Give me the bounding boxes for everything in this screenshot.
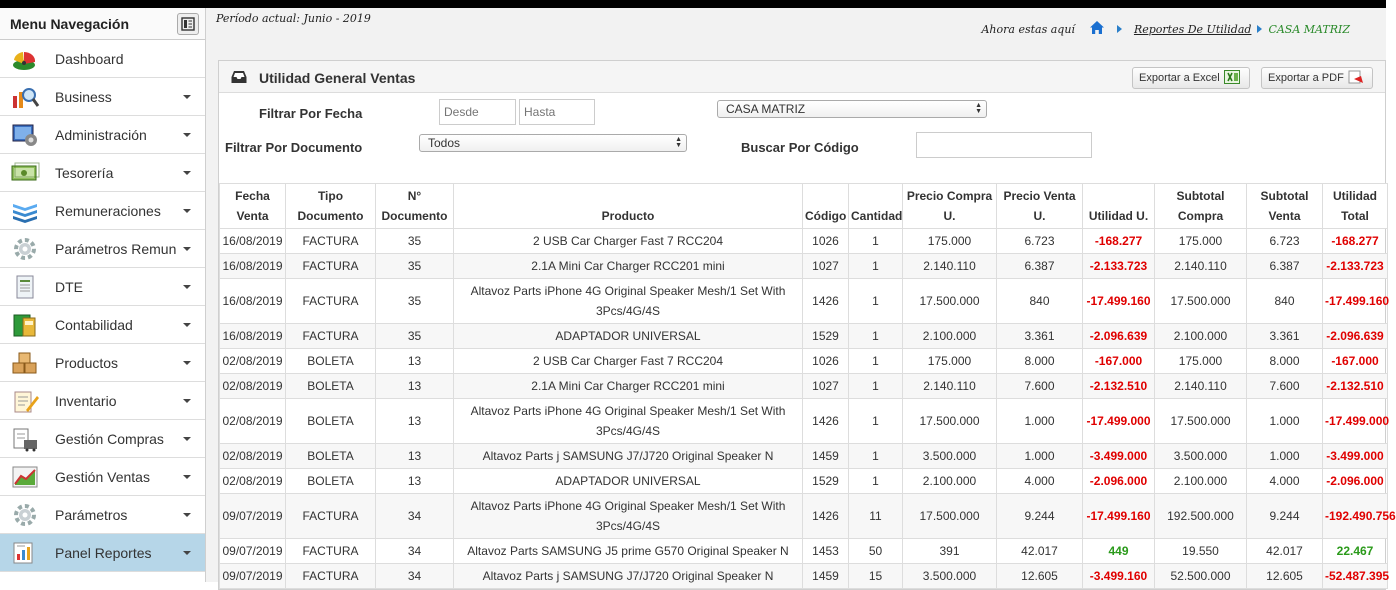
caret-down-icon: [183, 361, 191, 365]
cell-sv: 4.000: [1247, 469, 1323, 494]
sidebar-item-business[interactable]: [0, 78, 205, 116]
cell-cant: 1: [849, 229, 903, 254]
col-header-precio-compra[interactable]: Precio Compra U.: [903, 184, 997, 229]
cell-pv: 12.605: [997, 564, 1083, 589]
select-arrows-icon: ▲ ▼: [975, 102, 982, 115]
cell-ut: -52.487.395: [1323, 564, 1388, 589]
cell-ut: -192.490.756: [1323, 494, 1388, 539]
money-icon: [10, 159, 40, 187]
cell-tipo: BOLETA: [286, 399, 376, 444]
sidebar-item-inventario[interactable]: [0, 382, 205, 420]
cell-tipo: FACTURA: [286, 539, 376, 564]
cell-producto: Altavoz Parts j SAMSUNG J7/J720 Original Speaker N: [454, 444, 803, 469]
sidebar-item-parametros-remun[interactable]: [0, 230, 205, 268]
document-type-select[interactable]: [419, 134, 687, 152]
cell-ut: -17.499.160: [1323, 279, 1388, 324]
cell-fecha: 16/08/2019: [220, 279, 286, 324]
cell-ut: -2.096.000: [1323, 469, 1388, 494]
cell-pc: 17.500.000: [903, 399, 997, 444]
cell-cant: 1: [849, 374, 903, 399]
panel-header: [219, 61, 1385, 93]
cell-producto: ADAPTADOR UNIVERSAL: [454, 324, 803, 349]
cell-uu: -17.499.160: [1083, 494, 1155, 539]
cell-pc: 17.500.000: [903, 494, 997, 539]
caret-down-icon: [183, 171, 191, 175]
table-row: [220, 444, 1388, 469]
cell-pc: 2.100.000: [903, 324, 997, 349]
cell-uu: -2.132.510: [1083, 374, 1155, 399]
sidebar-item-label: Tesorería: [55, 164, 114, 181]
cell-pc: 2.100.000: [903, 469, 997, 494]
cell-producto: Altavoz Parts j SAMSUNG J7/J720 Original Speaker N: [454, 564, 803, 589]
cell-sv: 9.244: [1247, 494, 1323, 539]
cell-cant: 11: [849, 494, 903, 539]
cell-codigo: 1426: [803, 399, 849, 444]
cell-ut: -168.277: [1323, 229, 1388, 254]
cell-sc: 52.500.000: [1155, 564, 1247, 589]
document-select-value: Todos: [428, 136, 461, 150]
cell-fecha: 16/08/2019: [220, 229, 286, 254]
cell-sc: 192.500.000: [1155, 494, 1247, 539]
branch-select-value: CASA MATRIZ: [726, 102, 806, 116]
cell-sc: 175.000: [1155, 349, 1247, 374]
cell-uu: -17.499.160: [1083, 279, 1155, 324]
cell-codigo: 1459: [803, 444, 849, 469]
sidebar-item-label: Parámetros Remun: [55, 240, 177, 257]
cell-tipo: BOLETA: [286, 444, 376, 469]
cell-tipo: BOLETA: [286, 374, 376, 399]
filters: [219, 93, 1385, 183]
table-header-row: [220, 184, 1388, 229]
cell-fecha: 02/08/2019: [220, 399, 286, 444]
col-header-subtotal-venta[interactable]: Subtotal Venta: [1247, 184, 1323, 229]
business-icon: [10, 83, 40, 111]
cell-tipo: FACTURA: [286, 564, 376, 589]
reports-icon: [10, 539, 40, 567]
cell-ut: -2.096.639: [1323, 324, 1388, 349]
table-row: [220, 349, 1388, 374]
purchases-icon: [10, 425, 40, 453]
cell-sv: 7.600: [1247, 374, 1323, 399]
cell-uu: -17.499.000: [1083, 399, 1155, 444]
cell-pc: 2.140.110: [903, 254, 997, 279]
cell-tipo: FACTURA: [286, 494, 376, 539]
caret-down-icon: [183, 133, 191, 137]
col-header-codigo[interactable]: Código: [803, 184, 849, 229]
cell-fecha: 09/07/2019: [220, 539, 286, 564]
sidebar-item-label: Remuneraciones: [55, 202, 161, 219]
breadcrumb-current: CASA MATRIZ: [1268, 22, 1350, 36]
document-filter-label: Filtrar Por Documento: [225, 140, 363, 155]
cell-cant: 1: [849, 324, 903, 349]
col-header-producto[interactable]: Producto: [454, 184, 803, 229]
date-from-input[interactable]: [439, 99, 516, 125]
sidebar-title: Menu Navegación: [10, 15, 130, 32]
col-header-tipo[interactable]: Tipo Documento: [286, 184, 376, 229]
cell-ut: 22.467: [1323, 539, 1388, 564]
sidebar-item-parametros[interactable]: [0, 496, 205, 534]
sidebar-item-panel-reportes[interactable]: [0, 534, 205, 572]
inventory-icon: [10, 387, 40, 415]
table-row: [220, 564, 1388, 589]
breadcrumb-link-reportes[interactable]: Reportes De Utilidad: [1133, 22, 1252, 36]
cell-num: 13: [376, 444, 454, 469]
cell-pv: 840: [997, 279, 1083, 324]
cell-sv: 1.000: [1247, 444, 1323, 469]
cell-sc: 17.500.000: [1155, 399, 1247, 444]
cell-cant: 1: [849, 349, 903, 374]
cell-pv: 1.000: [997, 399, 1083, 444]
cell-ut: -167.000: [1323, 349, 1388, 374]
cell-num: 13: [376, 349, 454, 374]
dashboard-icon: [10, 45, 40, 73]
code-search-input[interactable]: [916, 132, 1092, 158]
sidebar-header: [0, 8, 205, 40]
cell-pc: 2.140.110: [903, 374, 997, 399]
sidebar-item-gestion-compras[interactable]: [0, 420, 205, 458]
cell-num: 35: [376, 279, 454, 324]
breadcrumb-separator-icon: [1257, 25, 1262, 33]
table-row: [220, 469, 1388, 494]
cell-codigo: 1026: [803, 349, 849, 374]
books-icon: [10, 197, 40, 225]
sidebar-toggle-button[interactable]: [177, 13, 199, 35]
cell-cant: 15: [849, 564, 903, 589]
cell-cant: 50: [849, 539, 903, 564]
table-row: [220, 374, 1388, 399]
col-header-cantidad[interactable]: Cantidad: [849, 184, 903, 229]
breadcrumb-prefix: Ahora estas aquí: [981, 22, 1075, 36]
cell-pv: 4.000: [997, 469, 1083, 494]
cell-pv: 9.244: [997, 494, 1083, 539]
cell-num: 35: [376, 254, 454, 279]
cell-fecha: 09/07/2019: [220, 494, 286, 539]
sidebar-item-label: Business: [55, 88, 112, 105]
caret-down-icon: [183, 551, 191, 555]
cell-codigo: 1426: [803, 279, 849, 324]
sidebar-item-label: Contabilidad: [55, 316, 133, 333]
cell-ut: -17.499.000: [1323, 399, 1388, 444]
cell-fecha: 16/08/2019: [220, 324, 286, 349]
cell-sc: 17.500.000: [1155, 279, 1247, 324]
caret-down-icon: [183, 323, 191, 327]
main-content: [206, 8, 1396, 583]
sidebar-item-tesoreria[interactable]: [0, 154, 205, 192]
cell-pv: 6.723: [997, 229, 1083, 254]
cell-fecha: 02/08/2019: [220, 469, 286, 494]
caret-down-icon: [183, 209, 191, 213]
col-header-subtotal-compra[interactable]: Subtotal Compra: [1155, 184, 1247, 229]
export-excel-label: Exportar a Excel: [1139, 72, 1220, 84]
sidebar-menu: [0, 40, 205, 572]
table-row: [220, 279, 1388, 324]
cell-fecha: 02/08/2019: [220, 349, 286, 374]
cell-tipo: FACTURA: [286, 324, 376, 349]
cell-num: 13: [376, 374, 454, 399]
excel-icon: [1224, 70, 1240, 87]
cell-fecha: 02/08/2019: [220, 444, 286, 469]
breadcrumb-separator-icon: [1117, 25, 1122, 33]
cell-codigo: 1529: [803, 324, 849, 349]
table-row: [220, 399, 1388, 444]
breadcrumb: [981, 20, 1350, 38]
cell-pc: 175.000: [903, 229, 997, 254]
cell-uu: -167.000: [1083, 349, 1155, 374]
cell-uu: 449: [1083, 539, 1155, 564]
cell-producto: Altavoz Parts iPhone 4G Original Speaker Mesh/1 Set With 3Pcs/4G/4S: [454, 494, 803, 539]
sidebar-item-label: Panel Reportes: [55, 544, 152, 561]
sidebar-item-administracion[interactable]: [0, 116, 205, 154]
cell-pc: 17.500.000: [903, 279, 997, 324]
cell-sc: 2.100.000: [1155, 324, 1247, 349]
table-body: [220, 229, 1396, 589]
cell-sv: 6.387: [1247, 254, 1323, 279]
cell-cant: 1: [849, 469, 903, 494]
cell-tipo: FACTURA: [286, 254, 376, 279]
cell-uu: -2.096.639: [1083, 324, 1155, 349]
caret-down-icon: [183, 513, 191, 517]
sidebar-item-label: Inventario: [55, 392, 117, 409]
accounting-icon: [10, 311, 40, 339]
cell-sc: 3.500.000: [1155, 444, 1247, 469]
cell-num: 34: [376, 564, 454, 589]
cell-num: 35: [376, 324, 454, 349]
cell-producto: Altavoz Parts iPhone 4G Original Speaker Mesh/1 Set With 3Pcs/4G/4S: [454, 399, 803, 444]
cell-num: 34: [376, 539, 454, 564]
sidebar-item-label: Gestión Compras: [55, 430, 164, 447]
cell-codigo: 1026: [803, 229, 849, 254]
cell-fecha: 16/08/2019: [220, 254, 286, 279]
table-row: [220, 324, 1388, 349]
sidebar-item-label: Productos: [55, 354, 119, 371]
gear-icon: [10, 501, 40, 529]
export-excel-button[interactable]: [1132, 67, 1250, 89]
cell-uu: -168.277: [1083, 229, 1155, 254]
col-header-numero[interactable]: N° Documento: [376, 184, 454, 229]
sidebar-item-dte[interactable]: [0, 268, 205, 306]
sidebar-item-label: DTE: [55, 278, 83, 295]
cell-ut: -3.499.000: [1323, 444, 1388, 469]
cell-producto: Altavoz Parts SAMSUNG J5 prime G570 Original Speaker N: [454, 539, 803, 564]
cell-pc: 175.000: [903, 349, 997, 374]
cell-producto: Altavoz Parts iPhone 4G Original Speaker Mesh/1 Set With 3Pcs/4G/4S: [454, 279, 803, 324]
cell-pv: 1.000: [997, 444, 1083, 469]
cell-uu: -2.096.000: [1083, 469, 1155, 494]
cell-codigo: 1453: [803, 539, 849, 564]
cell-sv: 42.017: [1247, 539, 1323, 564]
cell-pv: 8.000: [997, 349, 1083, 374]
caret-down-icon: [183, 475, 191, 479]
cell-codigo: 1027: [803, 254, 849, 279]
cell-producto: 2 USB Car Charger Fast 7 RCC204: [454, 229, 803, 254]
cell-sc: 2.100.000: [1155, 469, 1247, 494]
cell-uu: -3.499.000: [1083, 444, 1155, 469]
cell-fecha: 02/08/2019: [220, 374, 286, 399]
cell-sc: 19.550: [1155, 539, 1247, 564]
cell-pv: 6.387: [997, 254, 1083, 279]
top-black-bar: [0, 0, 1386, 8]
cell-sv: 6.723: [1247, 229, 1323, 254]
select-arrows-icon: ▲ ▼: [675, 136, 682, 149]
sidebar-item-label: Administración: [55, 126, 147, 143]
cell-sv: 12.605: [1247, 564, 1323, 589]
layout-toggle-icon: [181, 17, 195, 31]
cell-tipo: BOLETA: [286, 469, 376, 494]
cell-producto: 2.1A Mini Car Charger RCC201 mini: [454, 374, 803, 399]
branch-select[interactable]: [717, 100, 987, 118]
cell-num: 13: [376, 469, 454, 494]
document-icon: [10, 273, 40, 301]
sidebar-item-contabilidad[interactable]: [0, 306, 205, 344]
col-header-fecha[interactable]: Fecha Venta: [220, 184, 286, 229]
code-search-label: Buscar Por Código: [741, 140, 859, 155]
sidebar-item-productos[interactable]: [0, 344, 205, 382]
cell-cant: 1: [849, 444, 903, 469]
cell-pc: 3.500.000: [903, 444, 997, 469]
cell-pc: 3.500.000: [903, 564, 997, 589]
cell-sc: 2.140.110: [1155, 254, 1247, 279]
sidebar: [0, 8, 206, 582]
cell-sv: 3.361: [1247, 324, 1323, 349]
cell-producto: 2.1A Mini Car Charger RCC201 mini: [454, 254, 803, 279]
caret-down-icon: [183, 399, 191, 403]
inbox-icon: [231, 70, 247, 87]
date-filter-label: Filtrar Por Fecha: [259, 106, 363, 121]
caret-down-icon: [183, 437, 191, 441]
caret-down-icon: [183, 285, 191, 289]
caret-down-icon: [183, 95, 191, 99]
gear-icon: [10, 235, 40, 263]
admin-icon: [10, 121, 40, 149]
cell-cant: 1: [849, 254, 903, 279]
current-period: Período actual: Junio - 2019: [216, 12, 371, 25]
pdf-icon: [1348, 70, 1364, 87]
cell-codigo: 1426: [803, 494, 849, 539]
boxes-icon: [10, 349, 40, 377]
date-to-input[interactable]: [519, 99, 595, 125]
cell-producto: ADAPTADOR UNIVERSAL: [454, 469, 803, 494]
cell-tipo: FACTURA: [286, 279, 376, 324]
col-header-precio-venta[interactable]: Precio Venta U.: [997, 184, 1083, 229]
cell-fecha: 09/07/2019: [220, 564, 286, 589]
cell-tipo: FACTURA: [286, 229, 376, 254]
sidebar-item-label: Dashboard: [55, 50, 124, 67]
cell-sv: 1.000: [1247, 399, 1323, 444]
cell-sv: 8.000: [1247, 349, 1323, 374]
profit-table: [219, 183, 1396, 589]
sales-chart-icon: [10, 463, 40, 491]
cell-pv: 42.017: [997, 539, 1083, 564]
cell-codigo: 1529: [803, 469, 849, 494]
cell-num: 34: [376, 494, 454, 539]
panel-title: Utilidad General Ventas: [259, 70, 416, 86]
sidebar-item-label: Gestión Ventas: [55, 468, 150, 485]
caret-down-icon: [183, 247, 191, 251]
report-panel: [218, 60, 1396, 590]
cell-sc: 2.140.110: [1155, 374, 1247, 399]
cell-sv: 840: [1247, 279, 1323, 324]
export-pdf-button[interactable]: [1261, 67, 1373, 89]
cell-tipo: BOLETA: [286, 349, 376, 374]
cell-pv: 7.600: [997, 374, 1083, 399]
cell-num: 35: [376, 229, 454, 254]
cell-sc: 175.000: [1155, 229, 1247, 254]
export-pdf-label: Exportar a PDF: [1268, 72, 1344, 84]
cell-pc: 391: [903, 539, 997, 564]
home-icon[interactable]: [1089, 20, 1105, 38]
cell-cant: 1: [849, 279, 903, 324]
col-header-utilidad-total[interactable]: Utilidad Total: [1323, 184, 1388, 229]
table-row: [220, 254, 1388, 279]
sidebar-item-remuneraciones[interactable]: [0, 192, 205, 230]
cell-ut: -2.133.723: [1323, 254, 1388, 279]
cell-num: 13: [376, 399, 454, 444]
sidebar-item-gestion-ventas[interactable]: [0, 458, 205, 496]
cell-uu: -2.133.723: [1083, 254, 1155, 279]
col-header-utilidad-u[interactable]: Utilidad U.: [1083, 184, 1155, 229]
sidebar-item-label: Parámetros: [55, 506, 128, 523]
cell-codigo: 1459: [803, 564, 849, 589]
cell-pv: 3.361: [997, 324, 1083, 349]
table-row: [220, 229, 1388, 254]
sidebar-item-dashboard[interactable]: [0, 40, 205, 78]
table-row: [220, 494, 1388, 539]
cell-cant: 1: [849, 399, 903, 444]
table-row: [220, 539, 1388, 564]
cell-ut: -2.132.510: [1323, 374, 1388, 399]
cell-codigo: 1027: [803, 374, 849, 399]
cell-producto: 2 USB Car Charger Fast 7 RCC204: [454, 349, 803, 374]
cell-uu: -3.499.160: [1083, 564, 1155, 589]
